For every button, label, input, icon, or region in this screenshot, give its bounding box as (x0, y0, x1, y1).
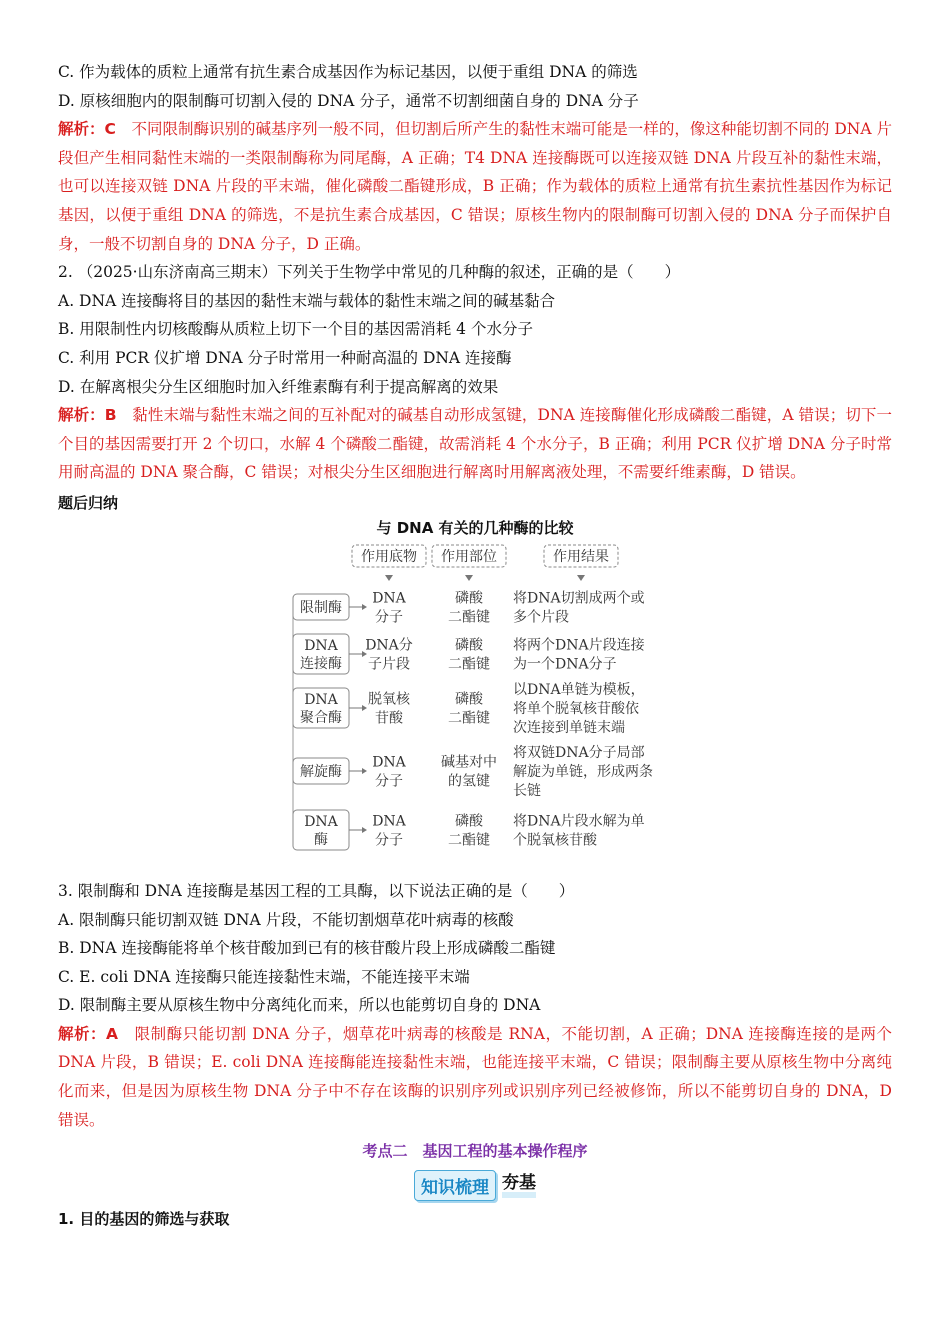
summary-heading: 题后归纳 (58, 493, 119, 512)
q3-option-b: B. DNA 连接酶能将单个核苷酸加到已有的核苷酸片段上形成磷酸二酯键 (58, 939, 556, 958)
result-text: 将DNA片段水解为单 (513, 813, 645, 830)
q2-answer (58, 401, 892, 487)
header-label: 作用底物 (361, 548, 417, 565)
result-text: 解旋为单链，形成两条 (513, 763, 653, 780)
q2-option-c: C. 利用 PCR 仪扩增 DNA 分子时常用一种耐高温的 DNA 连接酶 (58, 348, 512, 367)
result-text: 以DNA单链为模板， (513, 681, 645, 698)
enzyme-comparison-figure (58, 517, 892, 877)
badge-left: 知识梳理 (414, 1170, 496, 1201)
section-title: 考点二 基因工程的基本操作程序 (362, 1142, 588, 1161)
site-text: 磷酸 (455, 590, 483, 607)
result-text: 多个片段 (513, 609, 569, 626)
site-text: 磷酸 (455, 691, 483, 708)
q1-answer-label: 解析：C (58, 120, 116, 139)
substrate-text: 分子 (375, 832, 403, 849)
result-text: 长链 (513, 782, 541, 799)
document-page (58, 58, 892, 1234)
substrate-text: 分子 (375, 773, 403, 790)
substrate-text: 子片段 (368, 656, 410, 673)
substrate-text: DNA (372, 813, 406, 830)
substrate-text: DNA (372, 590, 406, 607)
q1-answer-text: 不同限制酶识别的碱基序列一般不同，但切割后所产生的黏性末端可能是一样的，像这种能切割不同的 DNA 片段但产生相同黏性末端的一类限制酶称为同尾酶，A 正确；T4 DNA 连接酶既可以连接双链 DNA 片段互补的黏性末端，也可以连接双链 DNA 片段的平末端，催化磷酸二酯键形成，B 正确；作为载体的质粒上通常有抗生素抗性基因作为标记基因，以便于重组 DNA 的筛选，不是抗生素合成基因，C 错误；原核生物内的限制酶可切割入侵的 DNA 分子而保护自身，一般不切割自身的 DNA 分子，D 正确。 (58, 120, 892, 253)
q3-answer (58, 1020, 892, 1134)
q3-option-d: D. 限制酶主要从原核生物中分离纯化而来，所以也能剪切自身的 DNA (58, 996, 541, 1015)
result-text: 将两个DNA片段连接 (513, 637, 645, 654)
q3-option-c: C. E. coli DNA 连接酶只能连接黏性末端，不能连接平末端 (58, 967, 470, 986)
subheading: 1. 目的基因的筛选与获取 (58, 1210, 230, 1229)
q2-option-b: B. 用限制性内切核酸酶从质粒上切下一个目的基因需消耗 4 个水分子 (58, 320, 533, 339)
site-text: 磷酸 (455, 637, 483, 654)
knowledge-badge (58, 1170, 892, 1204)
header-label: 作用部位 (441, 548, 497, 565)
enzyme-diagram (58, 517, 892, 877)
enzyme-name: DNA (304, 813, 338, 830)
header-label: 作用结果 (553, 548, 609, 565)
site-text: 二酯键 (448, 609, 490, 626)
arrow-right-icon (362, 827, 367, 833)
enzyme-name: DNA (304, 691, 338, 708)
result-text: 将DNA切割成两个或 (513, 590, 645, 607)
enzyme-name: 酶 (314, 831, 328, 848)
site-text: 二酯键 (448, 710, 490, 727)
badge-right: 夯基 (502, 1174, 536, 1198)
q2-option-a: A. DNA 连接酶将目的基因的黏性末端与载体的黏性末端之间的碱基黏合 (58, 291, 556, 310)
result-text: 将双链DNA分子局部 (513, 744, 645, 761)
result-text: 次连接到单链末端 (513, 719, 625, 736)
q3-answer-text: 限制酶只能切割 DNA 分子，烟草花叶病毒的核酸是 RNA，不能切割，A 正确；DNA 连接酶连接的是两个 DNA 片段，B 错误；E. coli DNA 连接酶能连接黏性末端，也能连接平末端，C 错误；限制酶主要从原核生物中分离纯化而来，但是因为原核生物 DNA 分子中不存在该酶的识别序列或识别序列已经被修饰，所以不能剪切自身的 DNA，D 错误。 (58, 1024, 893, 1129)
result-text: 个脱氧核苷酸 (513, 832, 597, 849)
arrow-down-icon (465, 575, 473, 581)
arrow-right-icon (362, 604, 367, 610)
arrow-right-icon (362, 768, 367, 774)
q3-stem: 3. 限制酶和 DNA 连接酶是基因工程的工具酶，以下说法正确的是（ ） (58, 881, 575, 900)
q2-answer-text: 黏性末端与黏性末端之间的互补配对的碱基自动形成氢键，DNA 连接酶催化形成磷酸二酯键，A 错误；切下一个目的基因需要打开 2 个切口，水解 4 个磷酸二酯键，故需消耗 4 个水分子，B 正确；利用 PCR 仪扩增 DNA 分子时常用耐高温的 DNA 聚合酶，C 错误；对根尖分生区细胞进行解离时用解离液处理，不需要纤维素酶，D 错误。 (58, 406, 892, 482)
substrate-text: DNA (372, 754, 406, 771)
q2-answer-label: 解析：B (58, 406, 117, 425)
site-text: 二酯键 (448, 832, 490, 849)
q3-answer-label: 解析：A (58, 1024, 119, 1043)
arrow-down-icon (577, 575, 585, 581)
enzyme-name: 解旋酶 (300, 763, 342, 780)
q1-option-c: C. 作为载体的质粒上通常有抗生素合成基因作为标记基因，以便于重组 DNA 的筛选 (58, 63, 638, 81)
enzyme-name: DNA (304, 637, 338, 654)
q1-answer (58, 115, 892, 258)
arrow-right-icon (362, 705, 367, 711)
result-text: 将单个脱氧核苷酸依 (513, 700, 639, 717)
enzyme-name: 连接酶 (300, 655, 342, 672)
enzyme-name: 限制酶 (300, 599, 342, 616)
substrate-text: 苷酸 (375, 710, 403, 727)
arrow-down-icon (385, 575, 393, 581)
substrate-text: 脱氧核 (368, 691, 410, 708)
site-text: 碱基对中 (441, 754, 497, 771)
q2-stem: 2. （2025·山东济南高三期末）下列关于生物学中常见的几种酶的叙述，正确的是（ ） (58, 263, 681, 282)
site-text: 二酯键 (448, 656, 490, 673)
site-text: 的氢键 (448, 773, 490, 790)
site-text: 磷酸 (455, 813, 483, 830)
substrate-text: DNA分 (365, 637, 413, 654)
q2-option-d: D. 在解离根尖分生区细胞时加入纤维素酶有利于提高解离的效果 (58, 377, 499, 396)
figure-title: 与 DNA 有关的几种酶的比较 (376, 518, 574, 537)
q1-option-d: D. 原核细胞内的限制酶可切割入侵的 DNA 分子，通常不切割细菌自身的 DNA 分子 (58, 91, 639, 110)
result-text: 为一个DNA分子 (513, 656, 617, 673)
substrate-text: 分子 (375, 609, 403, 626)
enzyme-name: 聚合酶 (300, 709, 342, 726)
q3-option-a: A. 限制酶只能切割双链 DNA 片段，不能切割烟草花叶病毒的核酸 (58, 910, 514, 929)
